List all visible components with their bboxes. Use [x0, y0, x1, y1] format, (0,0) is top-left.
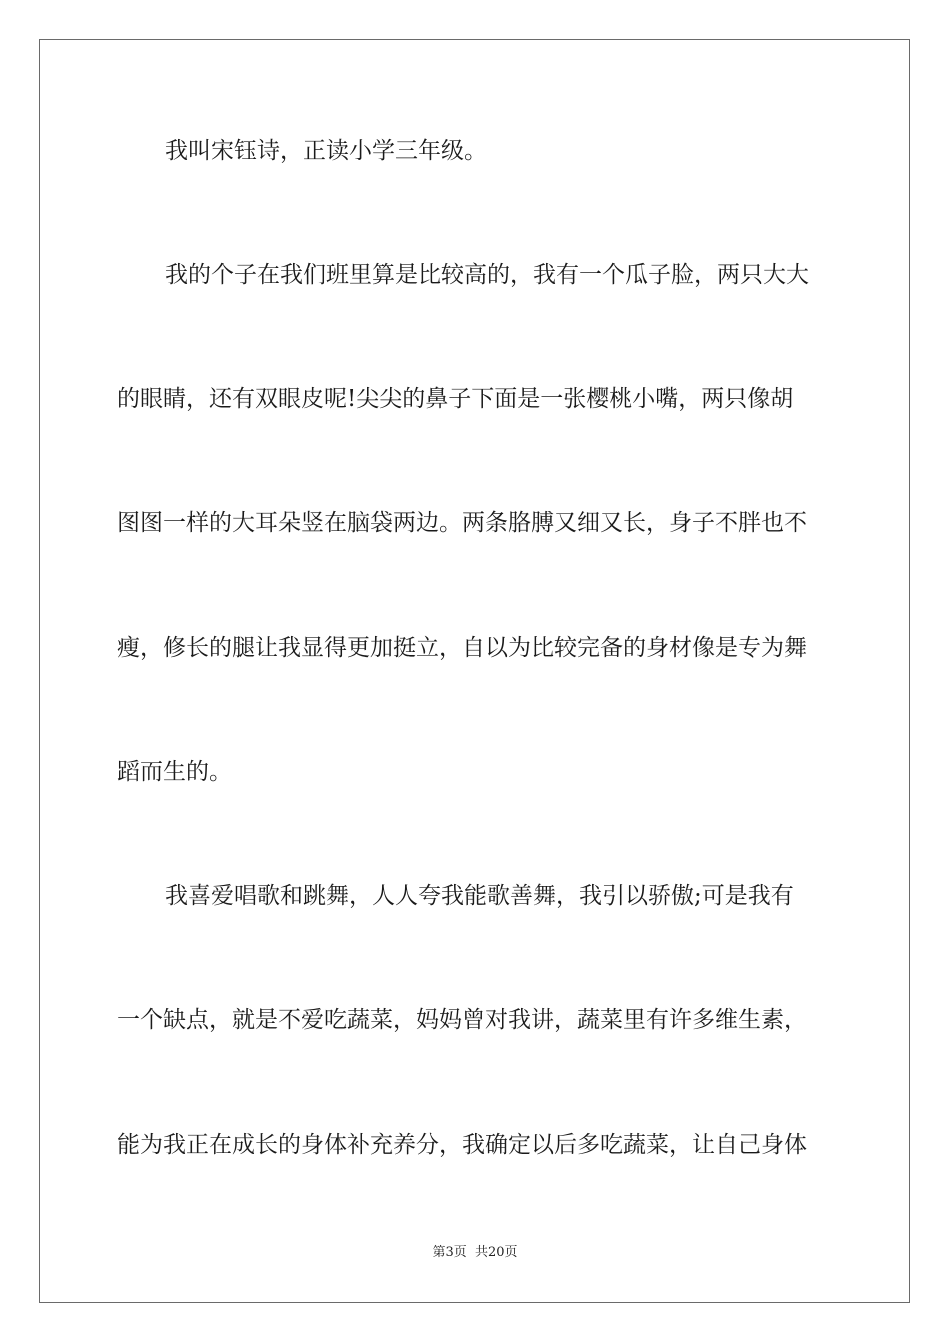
- paragraph-3-line-1: 我喜爱唱歌和跳舞，人人夸我能歌善舞，我引以骄傲;可是我有: [165, 883, 794, 909]
- page-border: [39, 39, 910, 1303]
- page-footer: [0, 1244, 950, 1262]
- paragraph-2-line-1: 我的个子在我们班里算是比较高的，我有一个瓜子脸，两只大大: [165, 262, 809, 288]
- paragraph-2-line-4: 瘦，修长的腿让我显得更加挺立，自以为比较完备的身材像是专为舞: [117, 635, 807, 661]
- paragraph-2-line-5: 蹈而生的。: [117, 759, 232, 785]
- paragraph-1-line-1: 我叫宋钰诗，正读小学三年级。: [165, 138, 487, 164]
- paragraph-2-line-2: 的眼睛，还有双眼皮呢!尖尖的鼻子下面是一张樱桃小嘴，两只像胡: [117, 386, 794, 412]
- paragraph-3-line-2: 一个缺点，就是不爱吃蔬菜，妈妈曾对我讲，蔬菜里有许多维生素，: [117, 1007, 807, 1033]
- page-total: 共20页: [474, 1245, 518, 1260]
- paragraph-3-line-3: 能为我正在成长的身体补充养分，我确定以后多吃蔬菜，让自己身体: [117, 1132, 807, 1158]
- paragraph-2-line-3: 图图一样的大耳朵竖在脑袋两边。两条胳膊又细又长，身子不胖也不: [117, 510, 807, 536]
- page-number: 第3页: [432, 1245, 467, 1260]
